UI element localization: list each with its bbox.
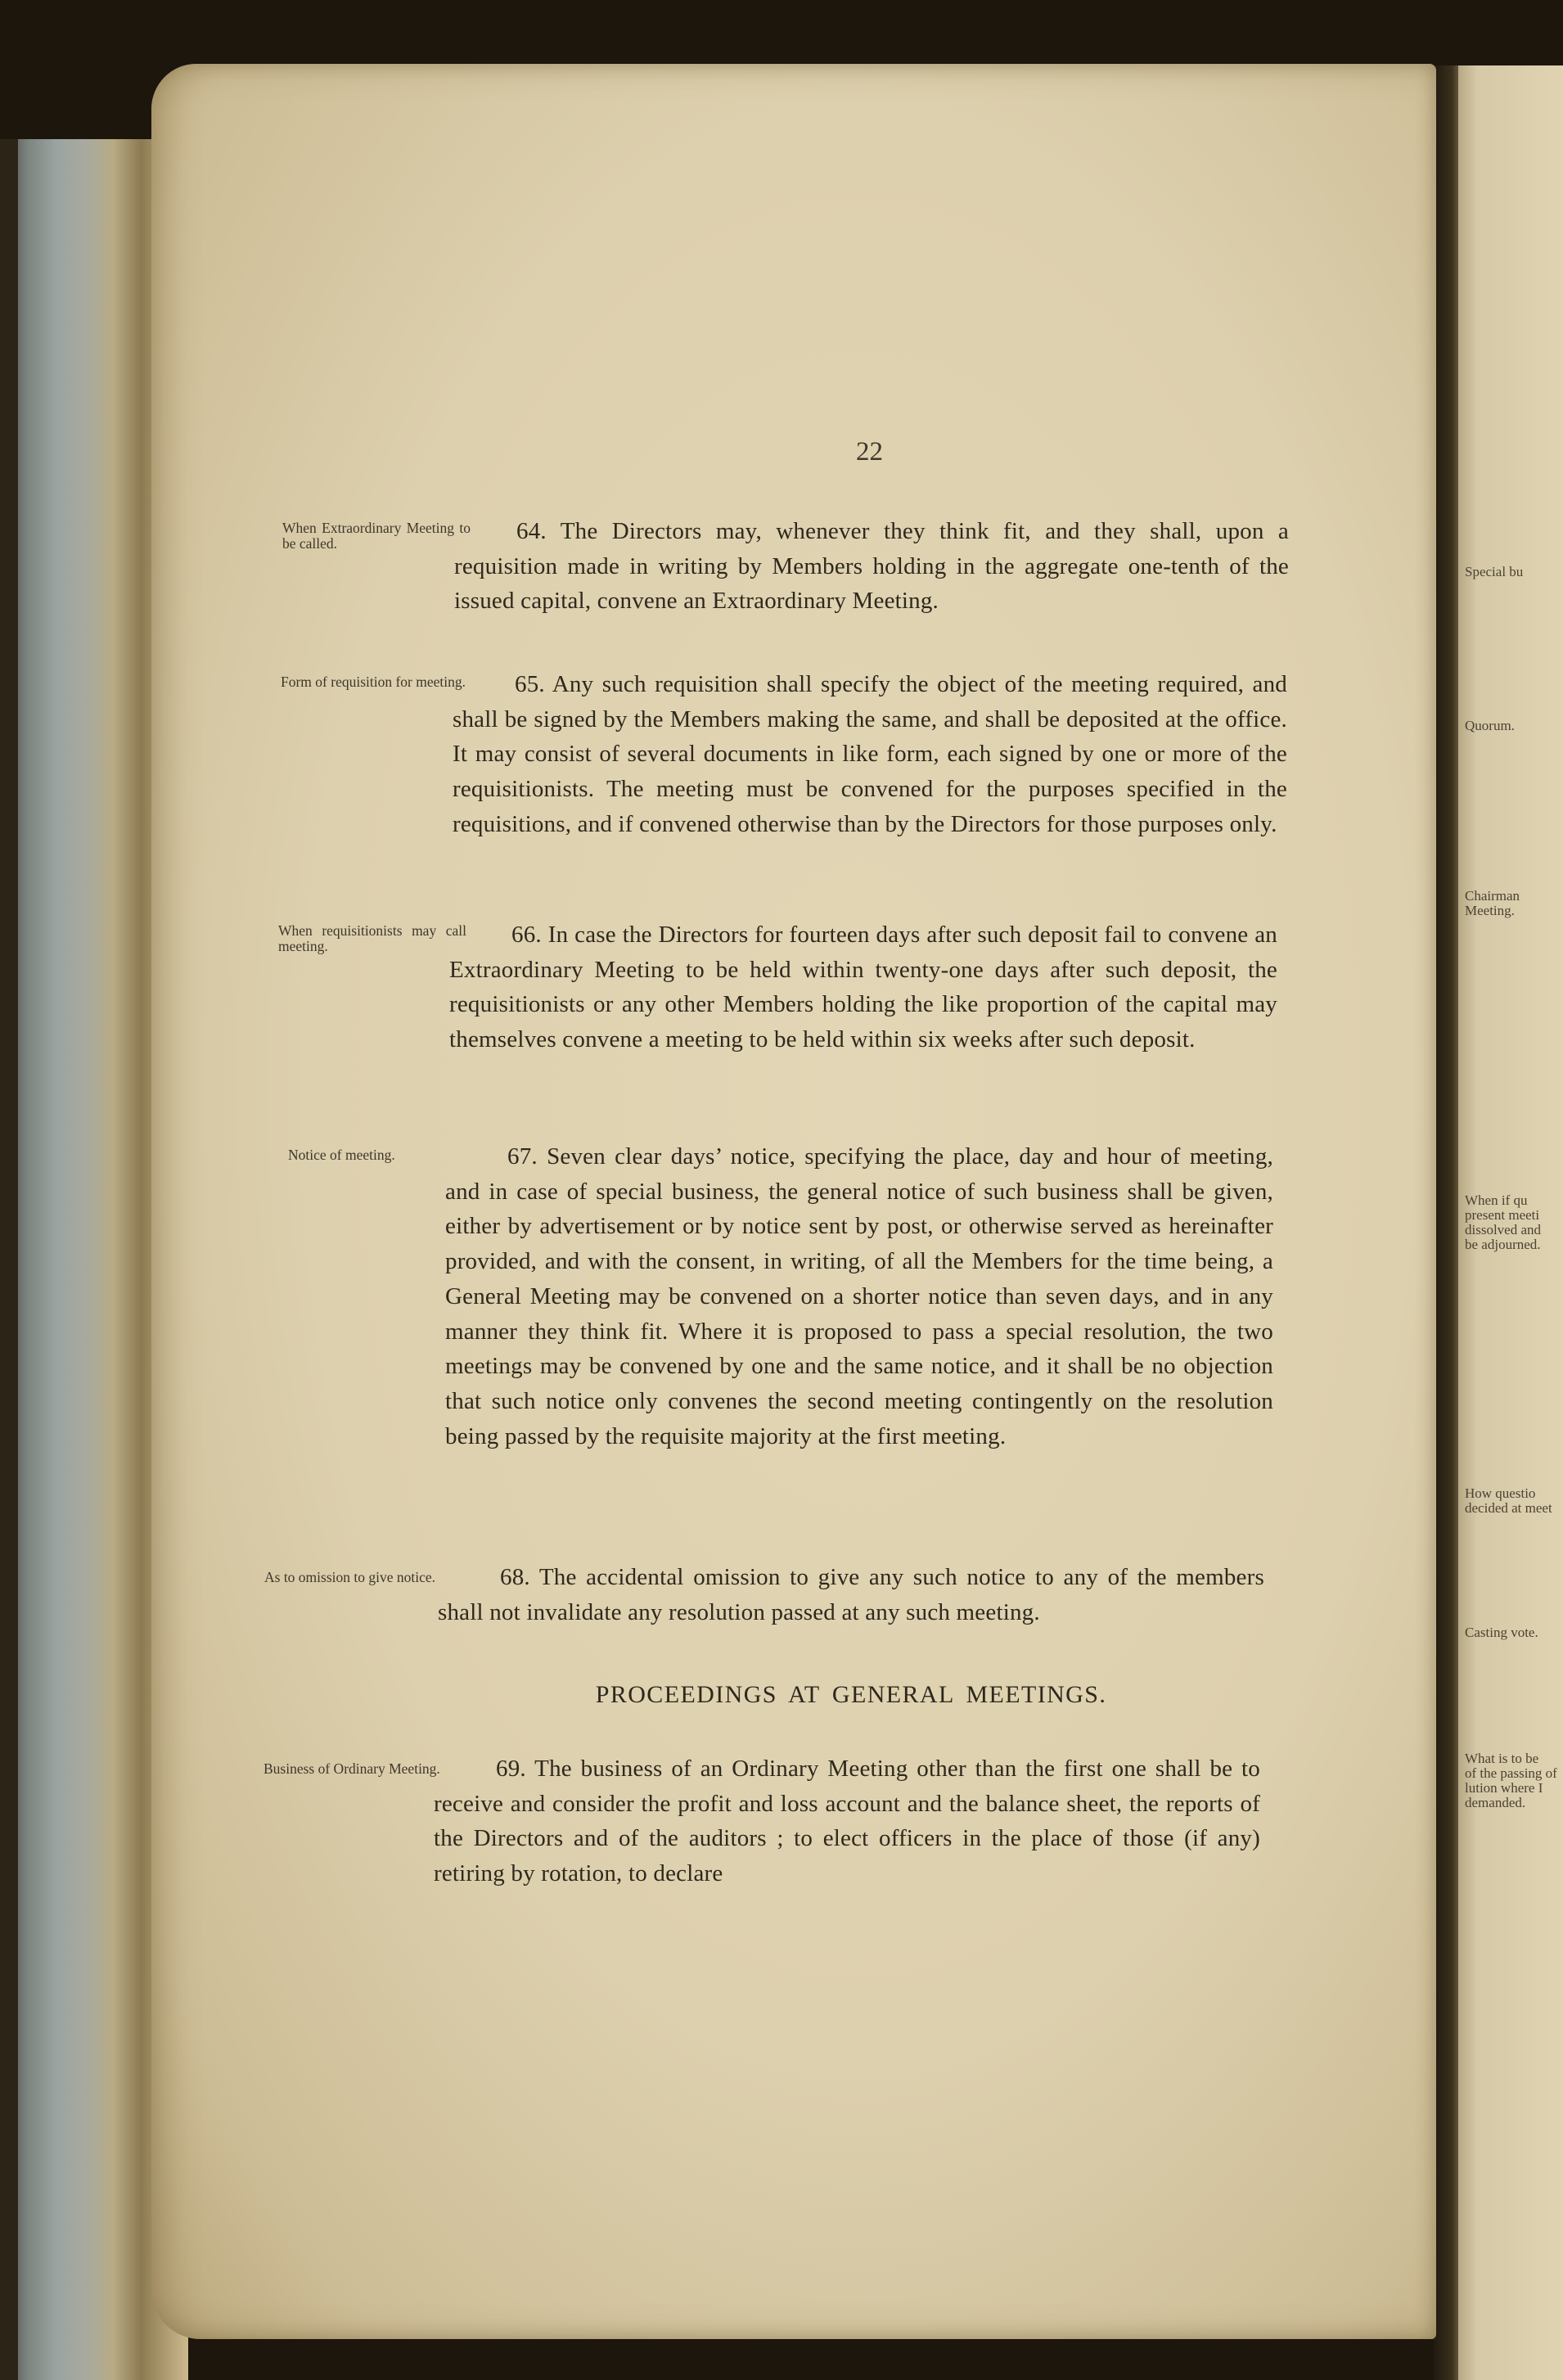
paragraph-64: [454, 514, 1289, 619]
paragraph-number: 66.: [511, 922, 542, 948]
paragraph-number: 67.: [507, 1143, 538, 1170]
next-page-note-adjourned: When if qu present meeti dissolved and be adjourned.: [1465, 1193, 1542, 1252]
paragraph-number: 65.: [515, 671, 545, 697]
paragraph-text: The Directors may, whenever they think fit, and they shall, upon a requisition made in writing by Members holding in the aggregate one-tenth of the issued capital, convene an Extraordinary Meeting.: [454, 518, 1289, 615]
paragraph-number: 68.: [500, 1564, 530, 1590]
next-page-note-quorum: Quorum.: [1465, 719, 1515, 733]
margin-note-64: When Extraordinary Meeting to be called.: [282, 520, 471, 552]
next-page-note-special: Special bu: [1465, 565, 1524, 579]
section-heading: PROCEEDINGS AT GENERAL MEETINGS.: [595, 1681, 1107, 1708]
paragraph-67: [445, 1139, 1273, 1454]
paragraph-number: 69.: [496, 1756, 526, 1782]
paragraph-68: [438, 1560, 1264, 1629]
next-page-note-poll: What is to be of the passing of lution where I demanded.: [1465, 1751, 1557, 1810]
paragraph-number: 64.: [516, 518, 547, 544]
paragraph-65: [453, 667, 1287, 842]
paragraph-text: Any such requisition shall specify the object of the meeting required, and shall be signed by the Members making the same, and shall be deposited at the office. It may consist of several documents in like form, each signed by one or more of the requisitionists. The meeting must be convened for the purposes specified in the requisitions, and if convened otherwise than by the Directors for those purposes only.: [453, 671, 1287, 837]
paragraph-text: Seven clear days’ notice, specifying the place, day and hour of meeting, and in case of special business, the general notice of such business shall be given, either by advertisement or by notice sent by post, or otherwise served as hereinafter provided, and with the consent, in writing, of all the Members for the time being, a General Meeting may be convened on a shorter notice than seven days, and in any manner they think fit. Where it is proposed to pass a special resolution, the two meetings may be convened by one and the same notice, and it shall be no objection that such notice only convenes the second meeting contingently on the resolution being passed by the requisite majority at the first meeting.: [445, 1143, 1273, 1449]
paragraph-text: The accidental omission to give any such notice to any of the members shall not invalidate any resolution passed at any such meeting.: [438, 1564, 1264, 1625]
next-page-note-chairman: Chairman Meeting.: [1465, 889, 1520, 918]
paragraph-69: [434, 1751, 1260, 1891]
margin-note-69: Business of Ordinary Meeting.: [264, 1760, 440, 1777]
margin-note-66: When requisitionists may call meeting.: [278, 922, 466, 954]
paragraph-66: [449, 917, 1277, 1057]
next-page-note-casting-vote: Casting vote.: [1465, 1625, 1538, 1640]
book-spine-shadow: [0, 139, 18, 2380]
margin-note-65: Form of requisition for meeting.: [281, 674, 466, 690]
next-page-note-questions: How questio decided at meet: [1465, 1486, 1552, 1516]
page-number: 22: [856, 437, 883, 467]
margin-note-68: As to omission to give notice.: [264, 1569, 436, 1585]
margin-note-67: Notice of meeting.: [288, 1147, 395, 1163]
paragraph-text: In case the Directors for fourteen days after such deposit fail to convene an Extraordinary Meeting to be held within twenty-one days after such deposit, the requisitionists or any other Members holding the like proportion of the capital may themselves convene a meeting to be held within six weeks after such deposit.: [449, 922, 1277, 1053]
paragraph-text: The business of an Ordinary Meeting other than the first one shall be to receive and consider the profit and loss account and the balance sheet, the reports of the Directors and of the auditors ; to elect officers in the place of those (if any) retiring by rotation, to declare: [434, 1756, 1260, 1887]
